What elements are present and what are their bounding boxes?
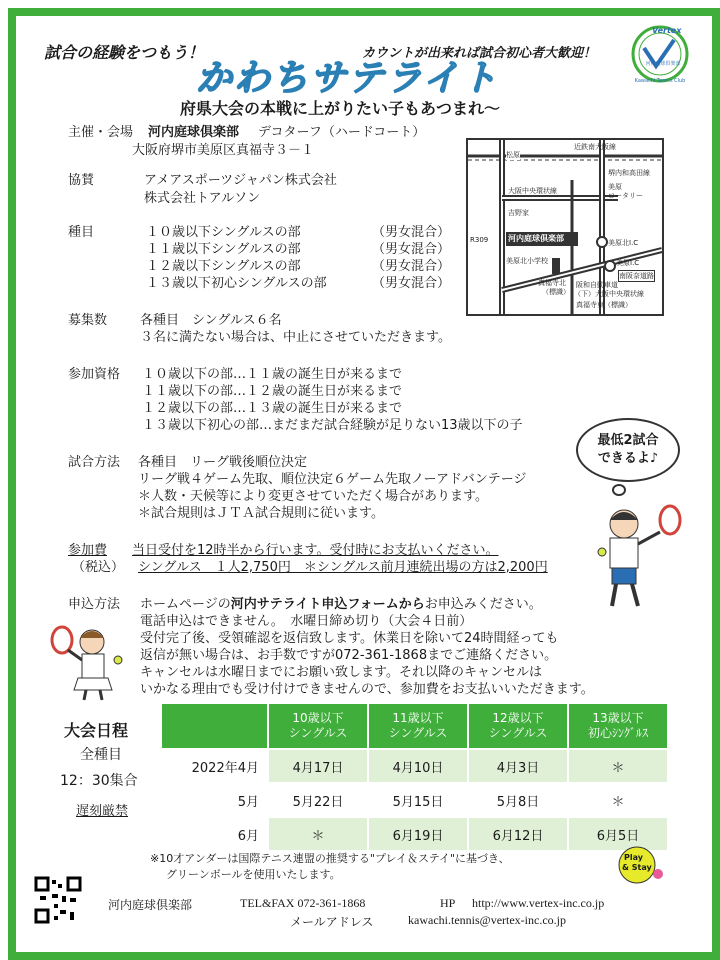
eligibility-line: １１歳以下の部…１２歳の誕生日が来るまで xyxy=(142,384,403,399)
schedule-all-events: 全種目 xyxy=(80,747,122,763)
organizer-name: 河内庭球倶楽部 xyxy=(148,125,240,140)
schedule-date: 5月22日 xyxy=(268,783,368,817)
qr-code[interactable] xyxy=(34,876,82,924)
apply-form-link[interactable]: 河内サテライト申込フォームから xyxy=(230,597,425,612)
schedule-month: 5月 xyxy=(161,783,268,817)
event-note: （男女混合） xyxy=(372,276,451,291)
recruit-line: ３名に満たない場合は、中止にさせていただきます。 xyxy=(140,330,451,345)
eligibility-line: １３歳以下初心の部…まだまだ試合経験が足りない13歳以下の子 xyxy=(142,418,523,433)
speech-bubble xyxy=(576,418,680,482)
schedule-table xyxy=(160,702,669,852)
format-line: ＊人数・天候等により変更させていただく場合があります。 xyxy=(138,489,488,504)
left-slogan: 試合の経験をつもう！ xyxy=(44,43,205,62)
footer-tel: TEL&FAX 072-361-1868 xyxy=(240,896,366,910)
map-label: 阪和自動車道 xyxy=(576,281,618,289)
format-line: 各種目 リーグ戦後順位決定 xyxy=(138,455,308,470)
schedule-header-cell: 11歳以下 シングルス xyxy=(368,703,468,749)
event-note: （男女混合） xyxy=(372,259,451,274)
apply-line: 返信が無い場合は、お手数ですが072-361-1868までご連絡ください。 xyxy=(140,648,558,663)
map-label: 真福寺東（標識） xyxy=(576,301,632,309)
apply-label: 申込方法 xyxy=(68,597,121,612)
bubble-tail xyxy=(612,484,626,496)
schedule-month: 6月 xyxy=(161,817,268,851)
schedule-date: 5月15日 xyxy=(368,783,468,817)
schedule-heading: 大会日程 xyxy=(64,721,129,740)
page-subtitle: 府県大会の本戦に上がりたい子もあつまれ～ xyxy=(180,99,501,118)
footer-hp-link[interactable]: http://www.vertex-inc.co.jp xyxy=(472,896,605,910)
fee-tax-label: （税込） xyxy=(72,560,125,575)
schedule-corner-cell xyxy=(161,703,268,749)
map-label: R309 xyxy=(470,236,489,244)
schedule-no-late: 遅刻厳禁 xyxy=(76,804,129,819)
logo-bottom-text: Kawachi Tennis Club xyxy=(634,78,686,84)
schedule-header-cell: 13歳以下 初心ｼﾝｸﾞﾙｽ xyxy=(568,703,668,749)
map-label: 大阪中央環状線 xyxy=(508,187,557,195)
play-and-stay-logo xyxy=(610,846,664,884)
apply-text: お申込みください。 xyxy=(424,597,542,612)
schedule-month: 2022年4月 xyxy=(161,749,268,783)
schedule-date: 4月10日 xyxy=(368,749,468,783)
map-label: 美原北小学校 xyxy=(506,257,548,265)
event-name: １０歳以下シングルスの部 xyxy=(146,225,301,240)
play-stay-text: & Stay xyxy=(622,863,652,872)
map-label: 松原 xyxy=(506,151,520,159)
eligibility-line: １２歳以下の部…１３歳の誕生日が来るまで xyxy=(142,401,403,416)
tennis-boy-icon xyxy=(590,502,686,610)
schedule-header-cell: 12歳以下 シングルス xyxy=(468,703,568,749)
map-label: 南阪奈道路 xyxy=(619,272,654,280)
organizer-court: デコターフ（ハードコート） xyxy=(258,125,426,140)
sponsor-item: 株式会社トアルソン xyxy=(144,191,261,206)
schedule-date: 6月12日 xyxy=(468,817,568,851)
map-label: 美原I.C xyxy=(616,259,640,267)
logo-top-text: Vertex xyxy=(652,26,682,35)
fee-label: 参加費 xyxy=(68,543,108,558)
fee-line: シングルス １人2,750円 ＊シングルス前月連続出場の方は2,200円 xyxy=(138,560,548,575)
schedule-time: 12：30集合 xyxy=(60,773,138,789)
footer-mail-label: メールアドレス xyxy=(290,915,374,929)
eligibility-line: １０歳以下の部…１１歳の誕生日が来るまで xyxy=(142,367,403,382)
organizer-label: 主催・会場 xyxy=(68,125,134,140)
boy-player-illustration xyxy=(590,502,686,610)
event-note: （男女混合） xyxy=(372,225,451,240)
access-map xyxy=(466,138,664,316)
event-name: １１歳以下シングルスの部 xyxy=(146,242,301,257)
schedule-date: 4月17日 xyxy=(268,749,368,783)
note-line: ※10才アンダーは国際テニス連盟の推奨する"プレイ＆ステイ"に基づき、 xyxy=(150,852,510,865)
sponsor-item: アメアスポーツジャパン株式会社 xyxy=(144,173,337,188)
format-label: 試合方法 xyxy=(68,455,121,470)
schedule-date: ＊ xyxy=(568,783,668,817)
girl-player-illustration xyxy=(48,620,132,702)
event-note: （男女混合） xyxy=(372,242,451,257)
schedule-date: 6月5日 xyxy=(568,817,668,851)
schedule-row xyxy=(161,817,668,851)
event-name: １３歳以下初心シングルスの部 xyxy=(146,276,327,291)
page-title: かわちサテライト xyxy=(196,58,499,99)
recruit-label: 募集数 xyxy=(68,313,108,328)
map-label: 吉野家 xyxy=(508,209,529,217)
footer-club: 河内庭球倶楽部 xyxy=(108,898,193,912)
schedule-date: 5月8日 xyxy=(468,783,568,817)
map-label: （標識） xyxy=(542,288,570,296)
tennis-girl-icon xyxy=(48,620,132,702)
logo-side-text: 河内庭球倶楽部 xyxy=(645,61,681,67)
right-slogan: カウントが出来れば試合初心者大歓迎！ xyxy=(362,46,597,61)
apply-line1 xyxy=(140,596,542,613)
organizer-address: 大阪府堺市美原区真福寺３－１ xyxy=(132,143,315,158)
recruit-line: 各種目 シングルス６名 xyxy=(140,313,282,328)
fee-line: 当日受付を12時半から行います。受付時にお支払いください。 xyxy=(132,543,499,558)
format-line: リーグ戦４ゲーム先取、順位決定６ゲーム先取ノーアドバンテージ xyxy=(138,472,527,487)
events-label: 種目 xyxy=(68,225,95,240)
apply-line: 受付完了後、受領確認を返信致します。休業日を除いて24時間経っても xyxy=(140,631,559,646)
apply-text: ホームページの xyxy=(140,597,231,612)
club-logo xyxy=(630,18,690,90)
note-line: グリーンボールを使用いたします。 xyxy=(166,868,341,881)
map-label: 近鉄南大阪線 xyxy=(574,143,616,151)
schedule-header-row xyxy=(161,703,668,749)
map-label: 美原北I.C xyxy=(608,239,639,247)
apply-line: 電話申込はできません。 水曜日締め切り（大会４日前） xyxy=(140,614,473,629)
map-label: 堺内和高田線 xyxy=(608,169,650,177)
map-label: 真福寺北 xyxy=(538,279,566,287)
schedule-date: ＊ xyxy=(268,817,368,851)
bubble-line: 最低2試合 xyxy=(597,433,659,448)
map-club-label: 河内庭球倶楽部 xyxy=(508,234,564,243)
apply-line: キャンセルは水曜日までにお願い致します。それ以降のキャンセルは xyxy=(140,665,542,680)
schedule-date: 6月19日 xyxy=(368,817,468,851)
footer-hp-label: HP xyxy=(440,896,456,910)
schedule-row xyxy=(161,783,668,817)
play-stay-text: Play xyxy=(624,853,643,862)
schedule-row xyxy=(161,749,668,783)
eligibility-label: 参加資格 xyxy=(68,367,121,382)
event-name: １２歳以下シングルスの部 xyxy=(146,259,301,274)
schedule-date: 4月3日 xyxy=(468,749,568,783)
schedule-date: ＊ xyxy=(568,749,668,783)
format-line: ＊試合規則はＪＴＡ試合規則に従います。 xyxy=(138,506,384,521)
apply-line: いかなる理由でも受け付けできませんので、参加費をお支払いいただきます。 xyxy=(140,682,594,697)
bubble-line: できるよ♪ xyxy=(597,451,659,466)
schedule-header-cell: 10歳以下 シングルス xyxy=(268,703,368,749)
map-label: 美原 xyxy=(608,183,622,191)
map-label: （下）大阪中央環状線 xyxy=(574,290,644,298)
footer-mail-link[interactable]: kawachi.tennis@vertex-inc.co.jp xyxy=(408,913,566,927)
map-label: ロータリー xyxy=(608,192,643,200)
sponsor-label: 協賛 xyxy=(68,173,95,188)
qr-code-icon xyxy=(34,876,82,924)
